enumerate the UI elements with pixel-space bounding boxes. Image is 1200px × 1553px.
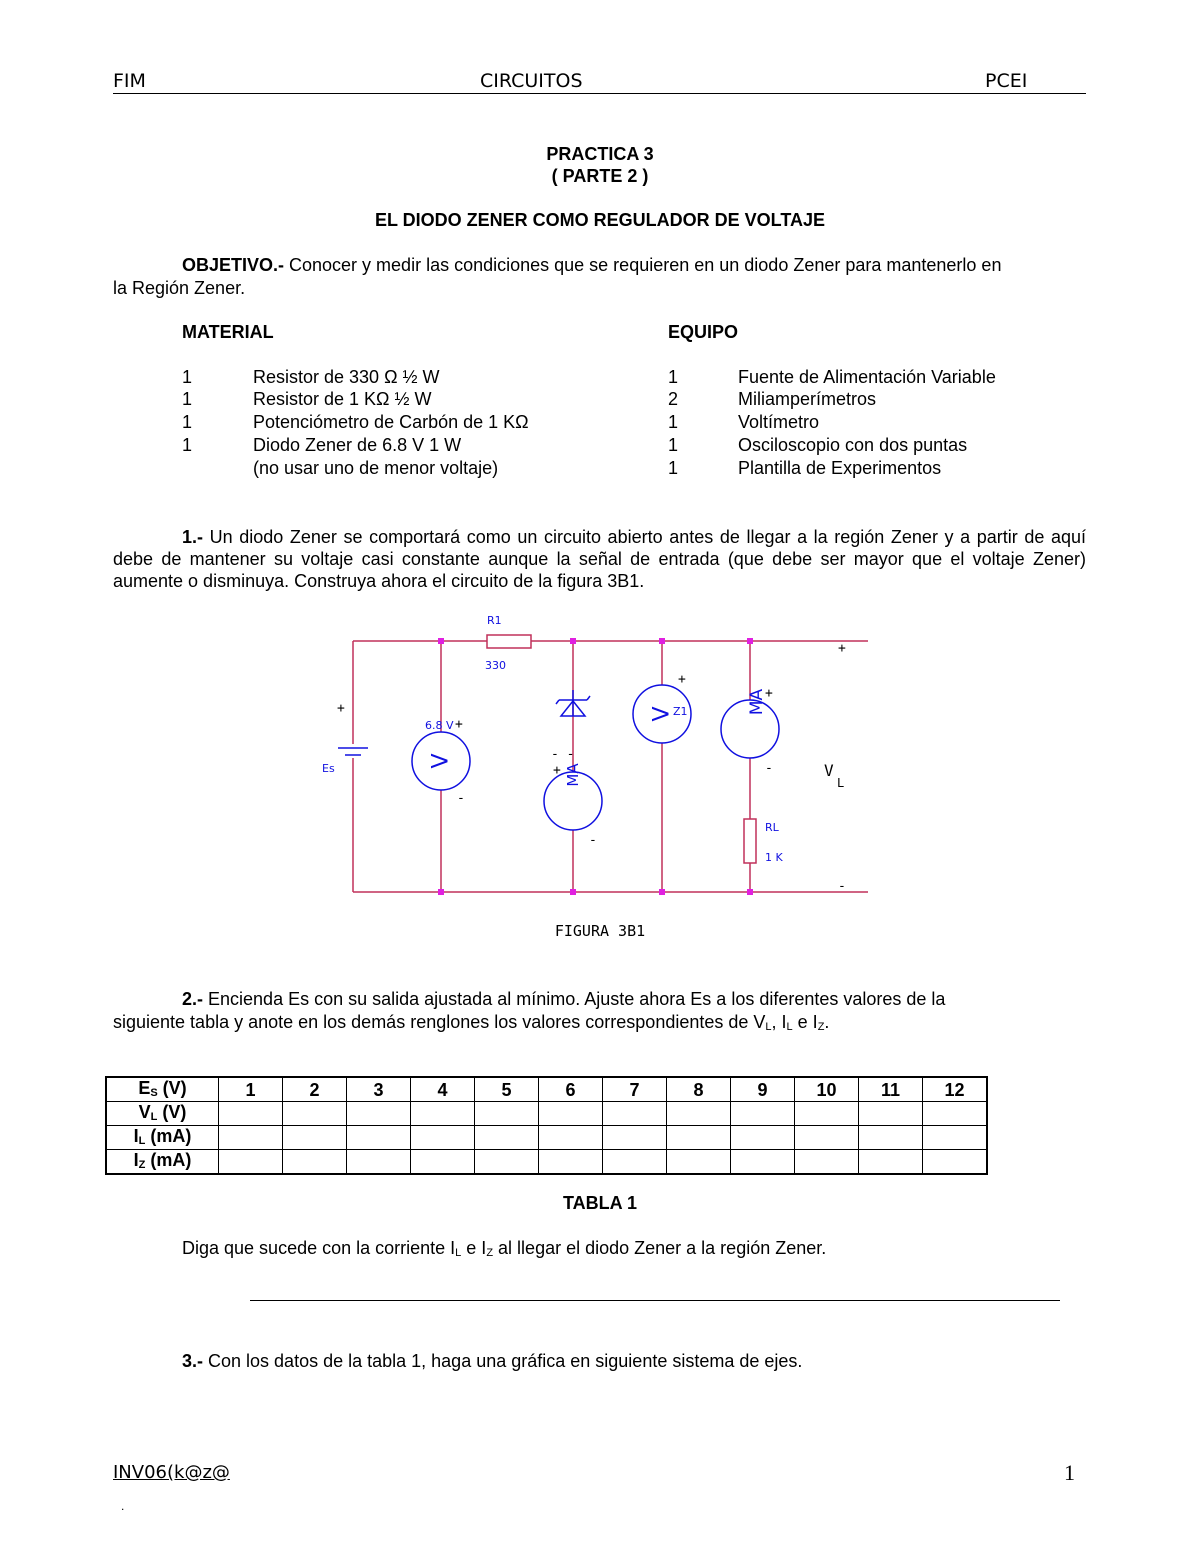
table-cell[interactable]: [475, 1126, 539, 1150]
equipo-qty: 1: [668, 412, 679, 432]
voltmeter-es-minus: -: [457, 791, 465, 806]
row-header-unit: (V): [157, 1078, 187, 1098]
table-cell[interactable]: [411, 1150, 475, 1175]
practice-title: PRACTICA 3: [546, 144, 654, 164]
objective-text: Conocer y medir las condiciones que se requieren en un diodo Zener para mantenerlo en: [284, 255, 1002, 275]
footer-dot: .: [121, 1499, 125, 1513]
table-cell[interactable]: [731, 1150, 795, 1175]
step2-text-2: siguiente tabla y anote en los demás renglones los valores correspondientes de V: [113, 1012, 766, 1032]
table-cell[interactable]: [219, 1126, 283, 1150]
es-plus: +: [337, 701, 345, 716]
material-heading: MATERIAL: [182, 322, 274, 342]
equipo-desc: Plantilla de Experimentos: [738, 458, 942, 478]
figure-caption: FIGURA 3B1: [554, 922, 646, 940]
question-text: Diga que sucede con la corriente I: [182, 1238, 456, 1258]
material-desc: Resistor de 1 KΩ ½ W: [253, 389, 432, 409]
row-header-symbol: V: [138, 1102, 151, 1122]
material-desc: (no usar uno de menor voltaje): [253, 458, 499, 478]
subscript: Z: [817, 1021, 825, 1033]
equipo-desc: Miliamperímetros: [738, 389, 877, 409]
step3-line: [182, 1350, 802, 1372]
equipo-desc: Voltímetro: [738, 412, 820, 432]
table-cell[interactable]: [411, 1126, 475, 1150]
table-cell: 1: [219, 1077, 283, 1102]
es-label: Es: [322, 762, 335, 775]
equipo-heading: EQUIPO: [668, 322, 739, 342]
material-qty: 1: [182, 367, 193, 387]
table-cell[interactable]: [539, 1102, 603, 1126]
row-header: [106, 1102, 219, 1126]
equipo-desc: Fuente de Alimentación Variable: [738, 367, 996, 387]
table-caption: TABLA 1: [563, 1193, 637, 1213]
table-cell[interactable]: [795, 1102, 859, 1126]
table-cell[interactable]: [347, 1126, 411, 1150]
material-desc: Diodo Zener de 6.8 V 1 W: [253, 435, 462, 455]
table-cell: 2: [283, 1077, 347, 1102]
table-cell[interactable]: [539, 1126, 603, 1150]
table-cell[interactable]: [859, 1102, 923, 1126]
table-cell[interactable]: [795, 1150, 859, 1175]
table-row: [106, 1102, 987, 1126]
material-qty: 1: [182, 389, 193, 409]
answer-line[interactable]: [250, 1300, 1060, 1301]
objective-text-2: la Región Zener.: [113, 278, 246, 298]
milliammeter-load-letters: MA: [747, 688, 767, 716]
table-cell[interactable]: [731, 1102, 795, 1126]
output-minus: -: [838, 879, 846, 894]
subscript: Z: [138, 1159, 146, 1171]
voltmeter-z1-plus: +: [678, 672, 686, 687]
row-header: [106, 1077, 219, 1102]
page-number: 1: [1064, 1460, 1075, 1485]
table-cell[interactable]: [923, 1102, 988, 1126]
milliammeter-zener-minus: -: [589, 833, 597, 848]
table-row: [106, 1150, 987, 1175]
voltmeter-z1-letter: V: [649, 706, 675, 722]
row-header: [106, 1150, 219, 1175]
subscript: S: [150, 1087, 158, 1099]
row-header-symbol: E: [138, 1078, 151, 1098]
table-cell[interactable]: [859, 1150, 923, 1175]
step2-end: .: [824, 1012, 830, 1032]
table-cell[interactable]: [667, 1150, 731, 1175]
row-header-symbol: I: [133, 1150, 139, 1170]
zener-diode-icon: [556, 690, 590, 716]
row-header-unit: (V): [157, 1102, 187, 1122]
step1-text: Un diodo Zener se comportará como un circuito abierto antes de llegar a la región Zener y a partir de aquí debe de mantener su voltaje casi constante aunque la señal de entrada (que debe ser mayor que el voltaje Zener) aumente o disminuya. Construya ahora el circuito de la figura 3B1.: [113, 527, 1086, 591]
table-cell[interactable]: [731, 1126, 795, 1150]
milliammeter-zener-letters: MA: [564, 763, 582, 787]
table-cell[interactable]: [795, 1126, 859, 1150]
milliammeter-zener-plus: +: [553, 763, 561, 778]
step2-number: 2.-: [182, 989, 204, 1009]
vl-label: V: [824, 761, 834, 780]
material-qty: 1: [182, 412, 193, 432]
material-desc: Resistor de 330 Ω ½ W: [253, 367, 440, 387]
material-desc: Potenciómetro de Carbón de 1 KΩ: [253, 412, 529, 432]
table-cell[interactable]: [411, 1102, 475, 1126]
subscript: L: [150, 1111, 158, 1123]
r1-resistor: [487, 635, 531, 648]
table-cell[interactable]: [603, 1102, 667, 1126]
table-cell[interactable]: [283, 1126, 347, 1150]
voltmeter-es-letter: V: [428, 753, 454, 769]
r1-value: 330: [485, 659, 506, 672]
practice-subject: EL DIODO ZENER COMO REGULADOR DE VOLTAJE: [374, 210, 826, 230]
objective-label: OBJETIVO.-: [182, 255, 285, 275]
battery-icon: [338, 748, 368, 755]
equipo-qty: 1: [668, 435, 679, 455]
equipo-desc: Osciloscopio con dos puntas: [738, 435, 968, 455]
step2-text: Encienda Es con su salida ajustada al mínimo. Ajuste ahora Es a los diferentes valores de la: [203, 989, 946, 1009]
table-cell[interactable]: [923, 1126, 988, 1150]
voltmeter-es-plus: +: [455, 717, 463, 732]
question-text: al llegar el diodo Zener a la región Zener.: [493, 1238, 827, 1258]
subscript: L: [138, 1135, 146, 1147]
circuit-nodes: [438, 638, 753, 895]
table-cell: 9: [731, 1077, 795, 1102]
table-cell: 3: [347, 1077, 411, 1102]
subscript: L: [765, 1021, 772, 1033]
table-cell: 11: [859, 1077, 923, 1102]
step3-number: 3.-: [182, 1351, 204, 1371]
table-cell: 12: [923, 1077, 988, 1102]
table-cell[interactable]: [347, 1150, 411, 1175]
table-cell: 7: [603, 1077, 667, 1102]
footer-code: INV06(k@z@: [113, 1462, 230, 1483]
header-right: PCEI: [985, 70, 1028, 92]
z1-label: Z1: [673, 705, 688, 718]
table-cell[interactable]: [603, 1126, 667, 1150]
table-cell: 5: [475, 1077, 539, 1102]
row-header-unit: (mA): [145, 1126, 192, 1146]
equipo-qty: 2: [668, 389, 679, 409]
table-cell[interactable]: [539, 1150, 603, 1175]
row-header: [106, 1126, 219, 1150]
table-cell[interactable]: [923, 1150, 988, 1175]
equipo-qty: 1: [668, 367, 679, 387]
table-cell[interactable]: [603, 1150, 667, 1175]
practice-part: ( PARTE 2 ): [551, 166, 649, 186]
data-table: [105, 1076, 988, 1175]
table-cell[interactable]: [859, 1126, 923, 1150]
step2-sep: , I: [771, 1012, 787, 1032]
material-qty: 1: [182, 435, 193, 455]
subscript: L: [455, 1247, 462, 1259]
table-cell[interactable]: [667, 1126, 731, 1150]
subscript: L: [786, 1021, 793, 1033]
rl-resistor: [744, 819, 756, 863]
header-left: FIM: [113, 70, 146, 92]
rl-value: 1 K: [765, 851, 783, 864]
table-row: [106, 1126, 987, 1150]
zener-dashes: - -: [551, 747, 575, 762]
voltmeter-reading: 6.8 V: [425, 719, 454, 732]
table-cell[interactable]: [475, 1150, 539, 1175]
question-text: e I: [461, 1238, 487, 1258]
table-cell[interactable]: [219, 1150, 283, 1175]
row-header-symbol: I: [133, 1126, 139, 1146]
table-cell[interactable]: [667, 1102, 731, 1126]
output-plus: +: [838, 641, 846, 656]
milliammeter-load-plus: +: [765, 686, 773, 701]
table-cell[interactable]: [219, 1102, 283, 1126]
rl-label: RL: [765, 821, 779, 834]
table-cell[interactable]: [283, 1150, 347, 1175]
subscript: Z: [486, 1247, 494, 1259]
vl-subscript: L: [837, 776, 845, 790]
table-row: [106, 1077, 987, 1102]
table-cell: 10: [795, 1077, 859, 1102]
table-cell[interactable]: [283, 1102, 347, 1126]
milliammeter-load-minus: -: [765, 761, 773, 776]
step2-sep: e I: [792, 1012, 818, 1032]
table-cell: 4: [411, 1077, 475, 1102]
step1-number: 1.-: [182, 527, 204, 547]
step2-line2: [113, 1011, 829, 1036]
equipo-qty: 1: [668, 458, 679, 478]
r1-label: R1: [487, 614, 502, 627]
step2-line1: [182, 988, 945, 1010]
step3-text: Con los datos de la tabla 1, haga una gráfica en siguiente sistema de ejes.: [203, 1351, 803, 1371]
row-header-unit: (mA): [145, 1150, 192, 1170]
table-cell: 8: [667, 1077, 731, 1102]
header-center: CIRCUITOS: [480, 70, 583, 92]
question-line: [182, 1237, 826, 1262]
table-cell[interactable]: [475, 1102, 539, 1126]
table-cell: 6: [539, 1077, 603, 1102]
table-cell[interactable]: [347, 1102, 411, 1126]
